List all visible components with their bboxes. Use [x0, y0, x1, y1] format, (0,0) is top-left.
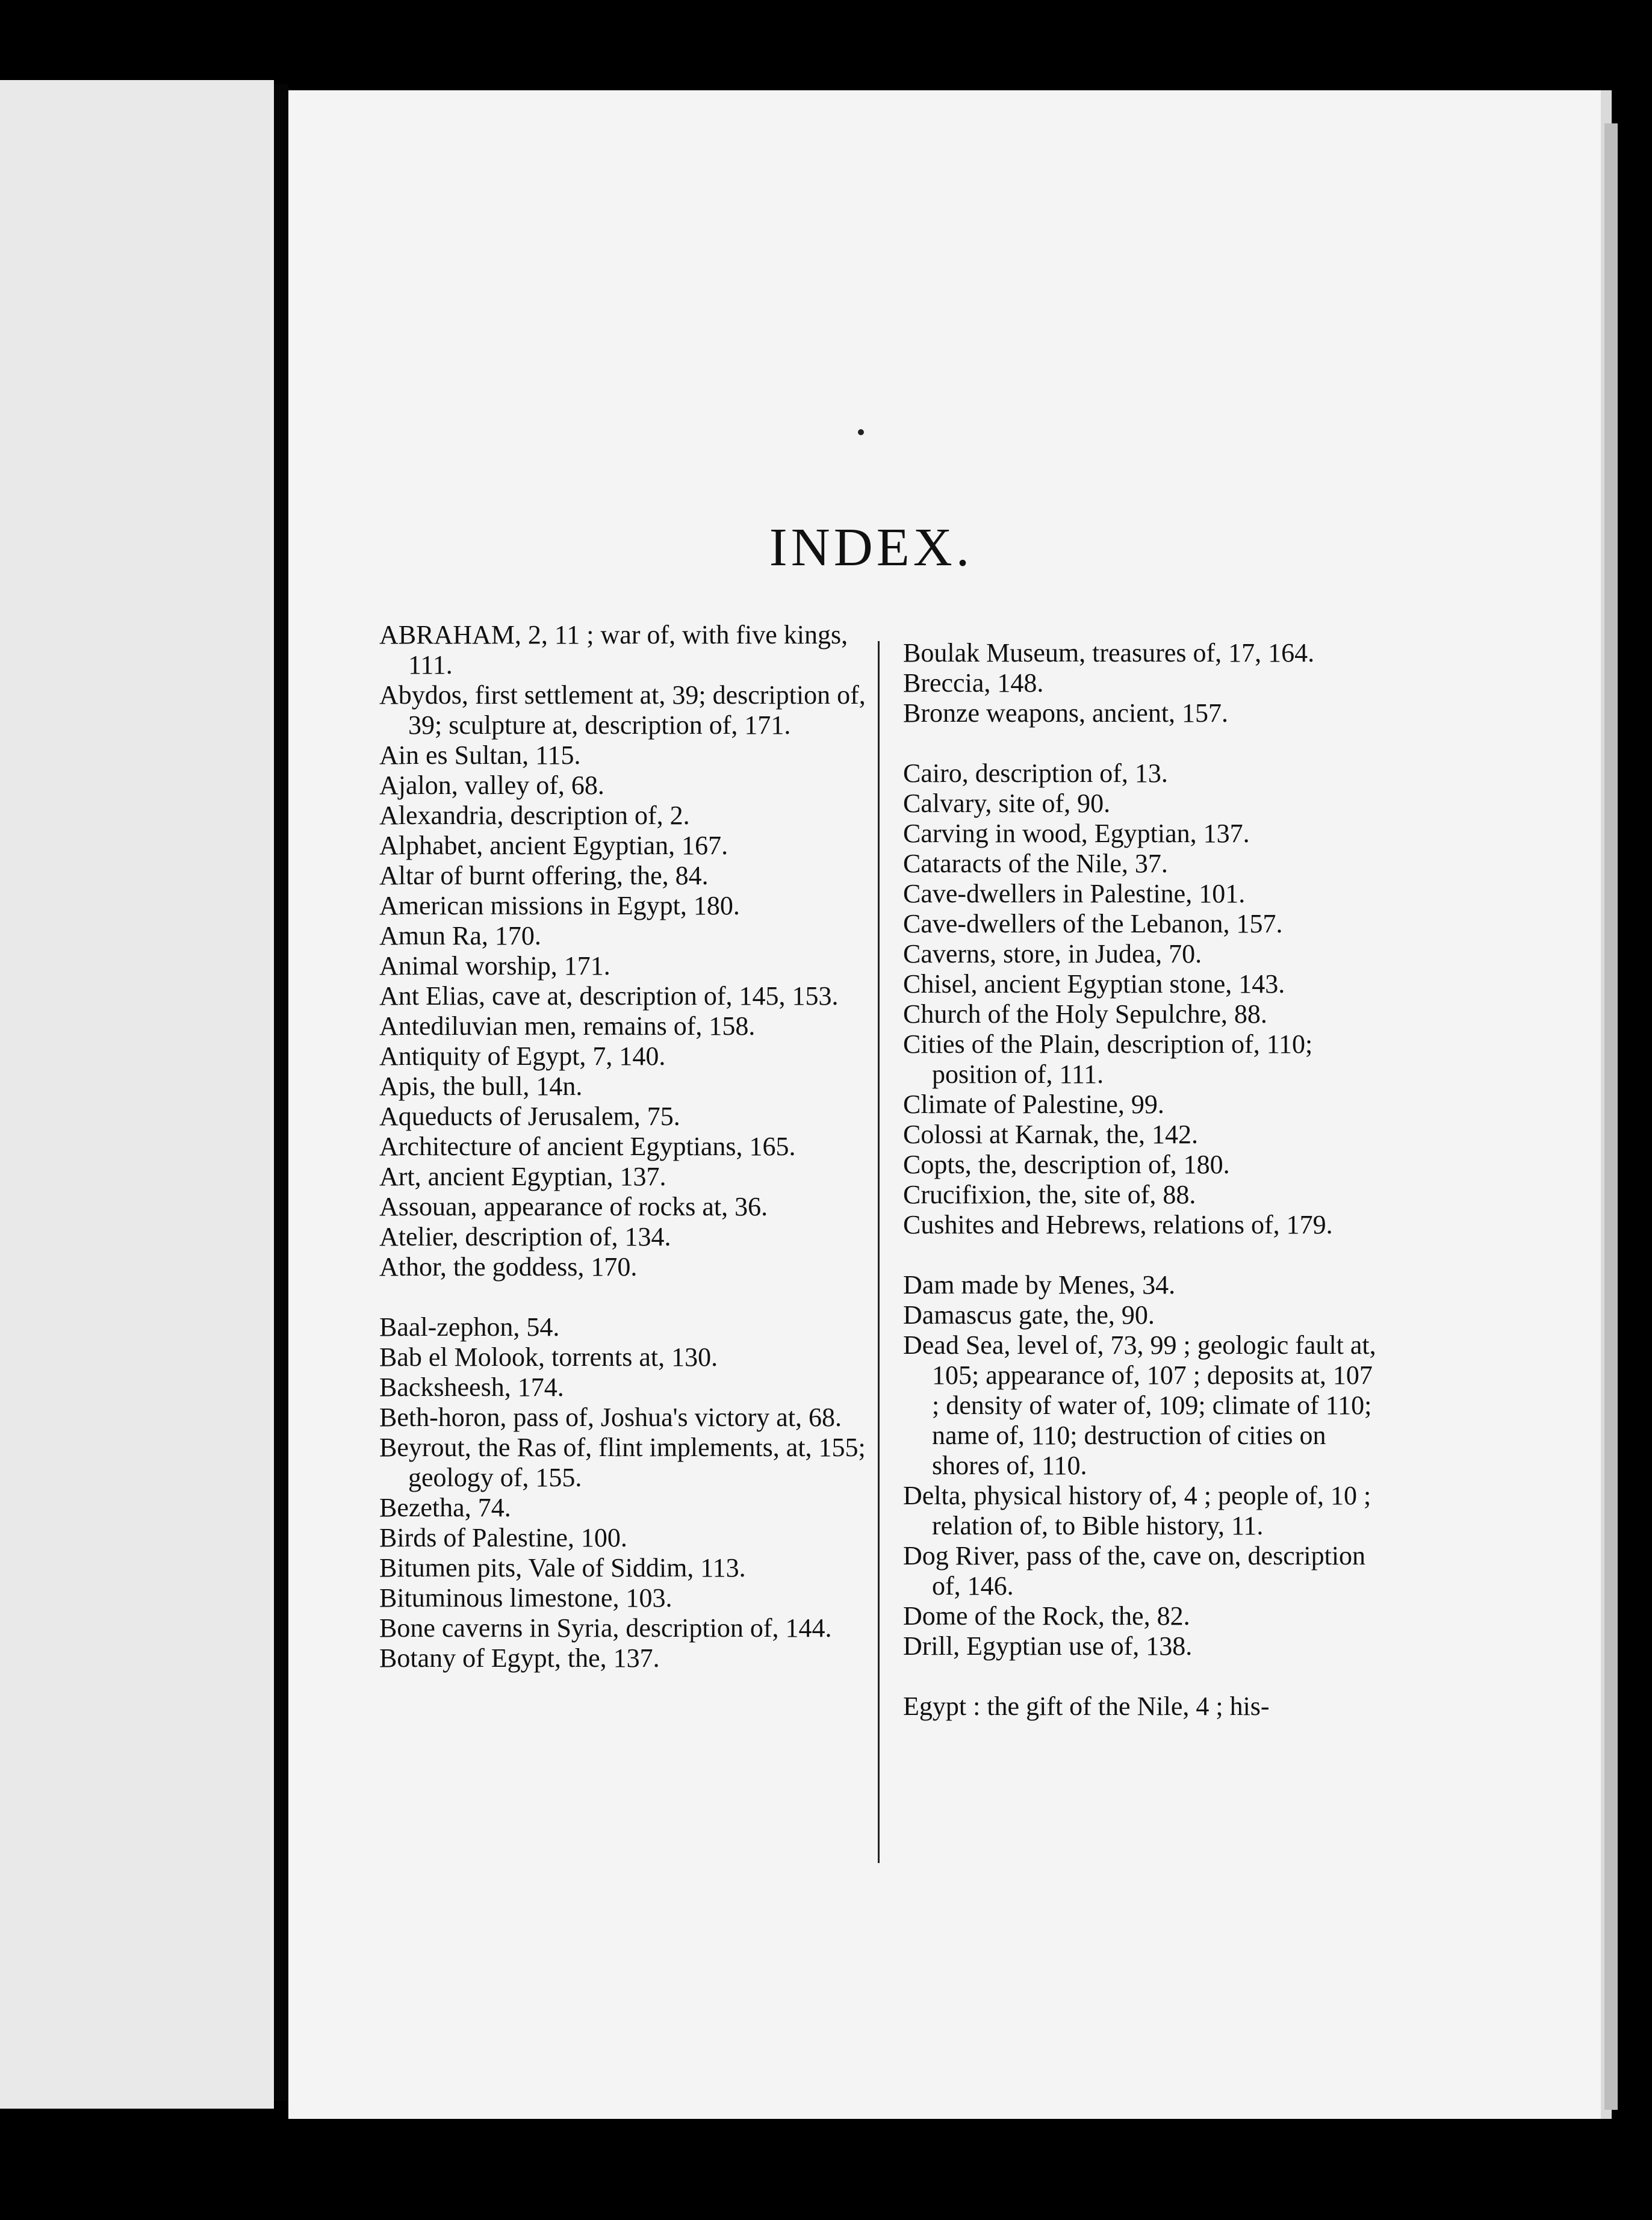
index-entry: Ajalon, valley of, 68. — [379, 770, 604, 800]
index-entry: Altar of burnt offering, the, 84. — [379, 861, 709, 890]
left-page — [0, 80, 274, 2109]
book-spine — [274, 84, 288, 2101]
index-column-right — [903, 638, 1385, 1722]
index-entry: Bezetha, 74. — [379, 1493, 511, 1522]
index-entry: Copts, the, description of, 180. — [903, 1150, 1230, 1179]
index-entry: Carving in wood, Egyptian, 137. — [903, 819, 1250, 848]
index-entry: Dome of the Rock, the, 82. — [903, 1601, 1190, 1631]
index-entry: Damascus gate, the, 90. — [903, 1300, 1155, 1330]
index-entry: Cave-dwellers of the Lebanon, 157. — [903, 909, 1283, 938]
index-entry: Ain es Sultan, 115. — [379, 740, 581, 770]
index-entry: Cities of the Plain, description of, 110; position of, 111. — [903, 1029, 1313, 1089]
index-entry: Calvary, site of, 90. — [903, 789, 1111, 818]
index-entry: Climate of Palestine, 99. — [903, 1090, 1164, 1119]
index-entry: Dam made by Menes, 34. — [903, 1270, 1176, 1300]
index-entry: Bituminous limestone, 103. — [379, 1583, 672, 1613]
index-entry: Dead Sea, level of, 73, 99 ; geologic fault at, 105; appearance of, 107 ; deposits at, 107 ; density of water of, 109; climate of 110; name of, 110; destruction of cities on shores of, 110. — [903, 1330, 1376, 1480]
letter-gap — [903, 1661, 1385, 1691]
index-entry: Aqueducts of Jerusalem, 75. — [379, 1102, 680, 1131]
index-entry: Alphabet, ancient Egyptian, 167. — [379, 831, 728, 860]
page-title: INDEX. — [769, 518, 974, 577]
index-entry: Ant Elias, cave at, description of, 145, 153. — [379, 981, 839, 1011]
index-entry: ABRAHAM, 2, 11 ; war of, with five kings, 111. — [379, 620, 848, 680]
index-entry: Delta, physical history of, 4 ; people of, 10 ; relation of, to Bible history, 11. — [903, 1481, 1371, 1540]
index-entry: Bitumen pits, Vale of Siddim, 113. — [379, 1553, 746, 1583]
index-entry: Birds of Palestine, 100. — [379, 1523, 627, 1552]
index-entry: Beyrout, the Ras of, flint implements, at, 155; geology of, 155. — [379, 1433, 866, 1492]
index-entry: Bab el Molook, torrents at, 130. — [379, 1342, 718, 1372]
index-entry: Dog River, pass of the, cave on, description of, 146. — [903, 1541, 1366, 1601]
index-entry: Crucifixion, the, site of, 88. — [903, 1180, 1196, 1209]
letter-gap — [903, 728, 1385, 758]
index-entry: Egypt : the gift of the Nile, 4 ; his- — [903, 1691, 1270, 1721]
index-entry: Antediluvian men, remains of, 158. — [379, 1011, 756, 1041]
index-entry: Cushites and Hebrews, relations of, 179. — [903, 1210, 1333, 1239]
index-entry: Caverns, store, in Judea, 70. — [903, 939, 1202, 969]
index-column-left — [379, 620, 873, 1673]
index-entry: Bronze weapons, ancient, 157. — [903, 698, 1229, 728]
index-entry: Beth-horon, pass of, Joshua's victory at, 68. — [379, 1403, 842, 1432]
index-entry: Colossi at Karnak, the, 142. — [903, 1120, 1199, 1149]
index-entry: Assouan, appearance of rocks at, 36. — [379, 1192, 768, 1221]
letter-gap — [903, 1240, 1385, 1270]
index-entry: Breccia, 148. — [903, 668, 1044, 698]
index-entry: American missions in Egypt, 180. — [379, 891, 740, 920]
index-entry: Antiquity of Egypt, 7, 140. — [379, 1041, 666, 1071]
index-entry: Animal worship, 171. — [379, 951, 610, 981]
letter-gap — [379, 1282, 873, 1312]
index-entry: Art, ancient Egyptian, 137. — [379, 1162, 666, 1191]
index-entry: Drill, Egyptian use of, 138. — [903, 1631, 1193, 1661]
index-entry: Amun Ra, 170. — [379, 921, 541, 950]
ink-dot — [858, 429, 864, 435]
index-entry: Baal-zephon, 54. — [379, 1312, 560, 1342]
index-entry: Athor, the goddess, 170. — [379, 1252, 638, 1282]
index-entry: Cave-dwellers in Palestine, 101. — [903, 879, 1246, 908]
index-entry: Abydos, first settlement at, 39; description of, 39; sculpture at, description of, 171. — [379, 680, 866, 740]
index-entry: Chisel, ancient Egyptian stone, 143. — [903, 969, 1285, 999]
index-entry: Boulak Museum, treasures of, 17, 164. — [903, 638, 1315, 668]
index-entry: Bone caverns in Syria, description of, 144. — [379, 1613, 832, 1643]
index-entry: Apis, the bull, 14n. — [379, 1071, 583, 1101]
index-entry: Botany of Egypt, the, 137. — [379, 1643, 660, 1673]
column-divider — [878, 641, 880, 1863]
index-entry: Atelier, description of, 134. — [379, 1222, 671, 1251]
index-entry: Cataracts of the Nile, 37. — [903, 849, 1168, 878]
index-entry: Backsheesh, 174. — [379, 1372, 564, 1402]
index-entry: Alexandria, description of, 2. — [379, 801, 690, 830]
page-edge — [1604, 123, 1618, 2110]
index-entry: Architecture of ancient Egyptians, 165. — [379, 1132, 796, 1161]
index-entry: Church of the Holy Sepulchre, 88. — [903, 999, 1267, 1029]
index-entry: Cairo, description of, 13. — [903, 758, 1168, 788]
